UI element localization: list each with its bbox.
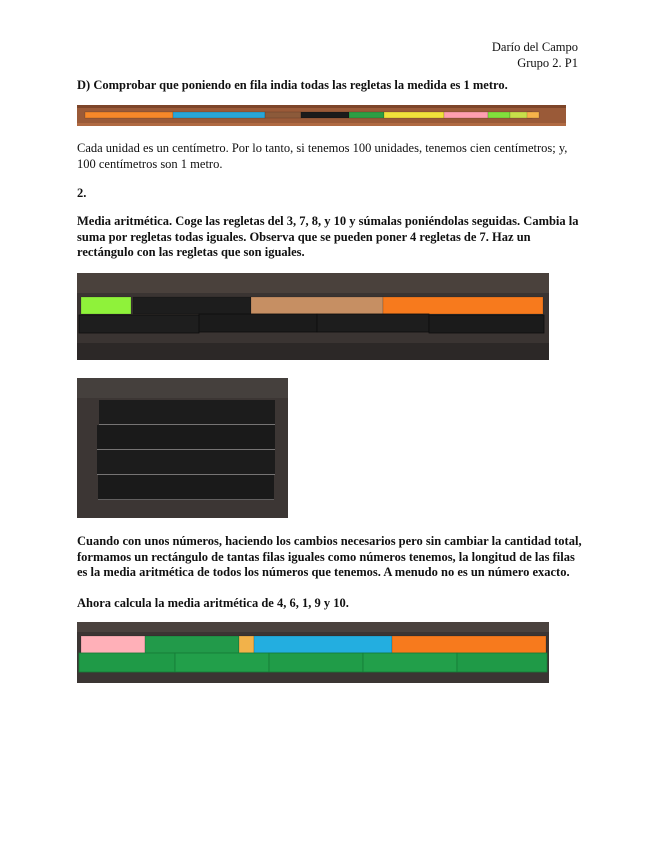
section-2-task: Media aritmética. Coge las regletas del 3, 7, 8, y 10 y súmalas poniéndolas seguidas. Cambia la suma por regletas todas iguales. Observa que se pueden poner 4 regletas de 7. Haz un rectángulo con las regletas que son iguales. [77,214,579,259]
mean-rod-5 [392,636,546,653]
seven-rod-3 [317,314,429,332]
sum-rods-photo [77,273,549,360]
section-2-conclusion: Cuando con unos números, haciendo los cambios necesarios pero sin cambiar la cantidad total, formamos un rectángulo de tantas filas iguales como números tenemos, la longitud de las filas es la media aritmética de todos los números que tenemos. A menudo no es un número exacto. [77,534,582,579]
equal-rod-1 [99,400,275,424]
meter-rod-1 [85,112,173,118]
green-rod-5 [457,653,547,672]
green-rod-1 [79,653,175,672]
section-2-exercise: Ahora calcula la media aritmética de 4, 6, 1, 9 y 10. [77,596,349,610]
seven-rod-2 [199,314,317,332]
mean-rod-4 [254,636,392,653]
seven-rod-4 [429,315,544,333]
header-block [492,39,578,71]
seven-rod-1 [79,315,199,333]
green-rod-2 [175,653,269,672]
meter-rod-7 [444,112,488,118]
sum-rod-2 [133,297,251,314]
meter-rods [85,112,539,118]
equal-rod-2 [97,425,275,449]
equal-rod-3 [97,450,275,474]
mean-rods-photo [77,622,549,683]
meter-rod-6 [384,112,444,118]
author-name: Darío del Campo [491,40,578,54]
meter-rod-3 [265,112,301,118]
group-label: Grupo 2. P1 [517,56,578,70]
mean-top-row [81,636,546,653]
meter-rod-5 [349,112,384,118]
sum-rod-4 [383,297,543,314]
green-rod-4 [363,653,457,672]
sum-rod-1 [81,297,131,314]
section-d-heading: D) Comprobar que poniendo en fila india todas las regletas la medida es 1 metro. [77,78,508,92]
meter-row-photo [77,105,566,126]
sum-rod-3 [251,297,383,314]
rectangle-photo [77,378,288,518]
equal-rod-4 [98,475,274,499]
meter-rod-10 [527,112,539,118]
sum-top-row [81,297,543,314]
mean-rod-1 [81,636,145,653]
meter-rod-8 [488,112,510,118]
section-2-number: 2. [77,186,87,200]
meter-rod-4 [301,112,349,118]
mean-rod-3 [239,636,254,653]
green-rod-3 [269,653,363,672]
section-d-explanation: Cada unidad es un centímetro. Por lo tanto, si tenemos 100 unidades, tenemos cien centímetros; y, 100 centímetros son 1 metro. [77,141,568,171]
mean-rod-2 [145,636,239,653]
meter-rod-2 [173,112,265,118]
